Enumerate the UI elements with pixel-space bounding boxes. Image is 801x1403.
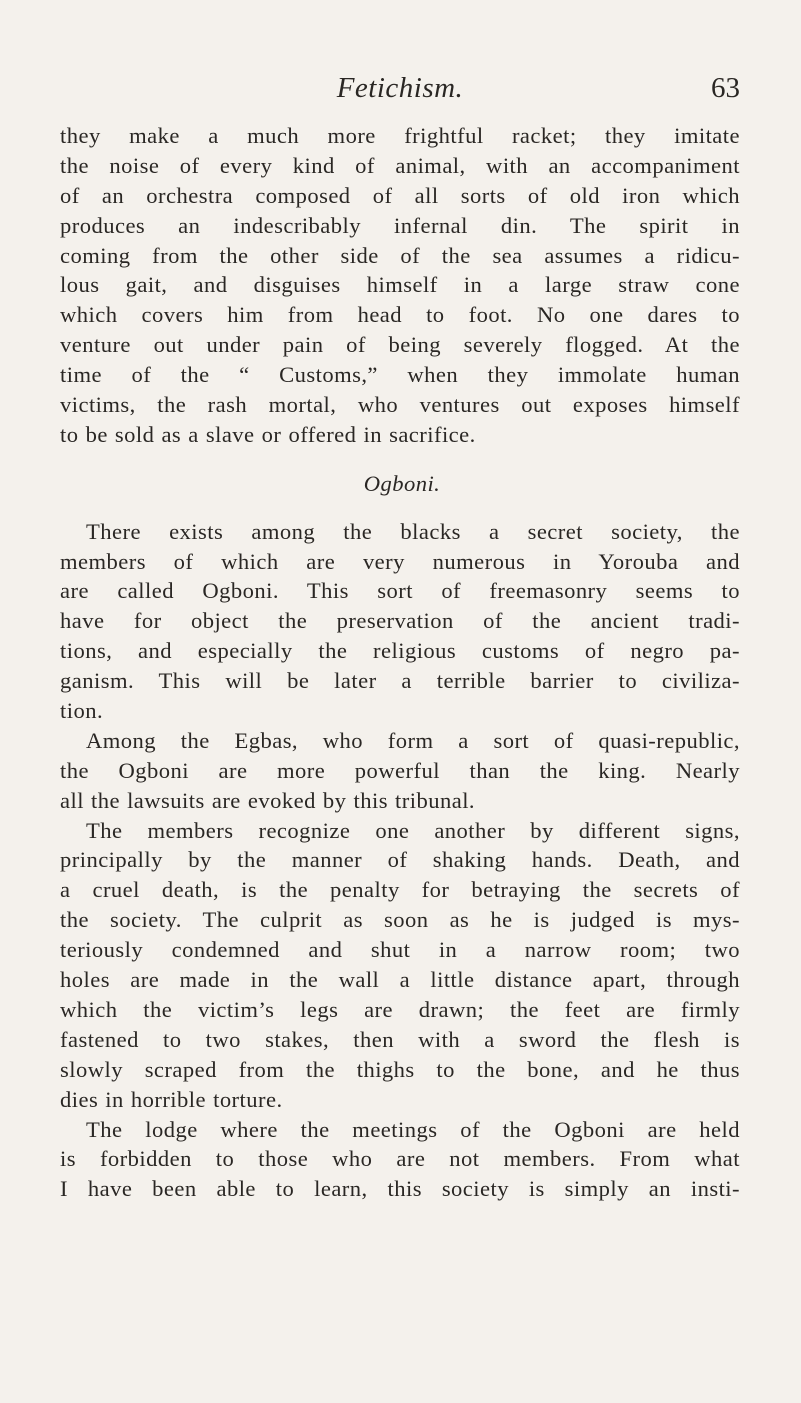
text-line: victims, the rash mortal, who ventures out exposes himself (60, 392, 740, 418)
text-line: Among the Egbas, who form a sort of quasi-republic, (86, 727, 740, 753)
text-line: time of the “ Customs,” when they immolate human (60, 362, 740, 388)
text-line: the society. The culprit as soon as he is judged is mys- (60, 907, 740, 933)
paragraph (60, 1115, 740, 1205)
text-line: fastened to two stakes, then with a sword the flesh is (60, 1026, 740, 1052)
text-line: a cruel death, is the penalty for betraying the secrets of (60, 877, 740, 903)
paragraph-continuation (60, 121, 740, 450)
page-header (60, 72, 740, 112)
text-line: lous gait, and disguises himself in a large straw cone (60, 272, 740, 298)
text-line: principally by the manner of shaking hands. Death, and (60, 847, 740, 873)
text-line: tion. (60, 698, 104, 724)
body-text (60, 121, 740, 1204)
text-line: ganism. This will be later a terrible barrier to civiliza- (60, 668, 740, 694)
text-line: are called Ogboni. This sort of freemasonry seems to (60, 578, 740, 604)
text-line: members of which are very numerous in Yorouba and (60, 548, 740, 574)
text-line: tions, and especially the religious customs of negro pa- (60, 638, 740, 664)
text-line: coming from the other side of the sea assumes a ridicu- (60, 242, 740, 268)
text-line: slowly scraped from the thighs to the bone, and he thus (60, 1056, 740, 1082)
text-line: which covers him from head to foot. No one dares to (60, 302, 740, 328)
text-line: have for object the preservation of the ancient tradi- (60, 608, 740, 634)
running-title: Fetichism. (336, 72, 464, 104)
text-line: venture out under pain of being severely flogged. At the (60, 332, 740, 358)
text-line: produces an indescribably infernal din. The spirit in (60, 212, 740, 238)
text-line: The members recognize one another by different signs, (86, 817, 740, 843)
paragraph (60, 517, 740, 726)
text-line: The lodge where the meetings of the Ogboni are held (86, 1116, 740, 1142)
section-heading: Ogboni. (363, 470, 441, 496)
text-line: the Ogboni are more powerful than the king. Nearly (60, 757, 740, 783)
text-line: teriously condemned and shut in a narrow room; two (60, 937, 740, 963)
text-line: the noise of every kind of animal, with an accompaniment (60, 152, 740, 178)
paragraph (60, 726, 740, 816)
text-line: holes are made in the wall a little distance apart, through (60, 967, 740, 993)
text-line: of an orchestra composed of all sorts of old iron which (60, 182, 740, 208)
text-line: they make a much more frightful racket; they imitate (60, 123, 740, 148)
page-number: 63 (711, 72, 740, 104)
text-line: dies in horrible torture. (60, 1086, 283, 1112)
text-line: all the lawsuits are evoked by this tribunal. (60, 787, 476, 813)
paragraph (60, 816, 740, 1115)
text-line: to be sold as a slave or offered in sacrifice. (60, 421, 476, 447)
text-line: I have been able to learn, this society is simply an insti- (60, 1176, 740, 1202)
text-line: which the victim’s legs are drawn; the feet are firmly (60, 996, 740, 1022)
text-line: is forbidden to those who are not members. From what (60, 1146, 740, 1172)
text-line: There exists among the blacks a secret society, the (86, 518, 740, 544)
